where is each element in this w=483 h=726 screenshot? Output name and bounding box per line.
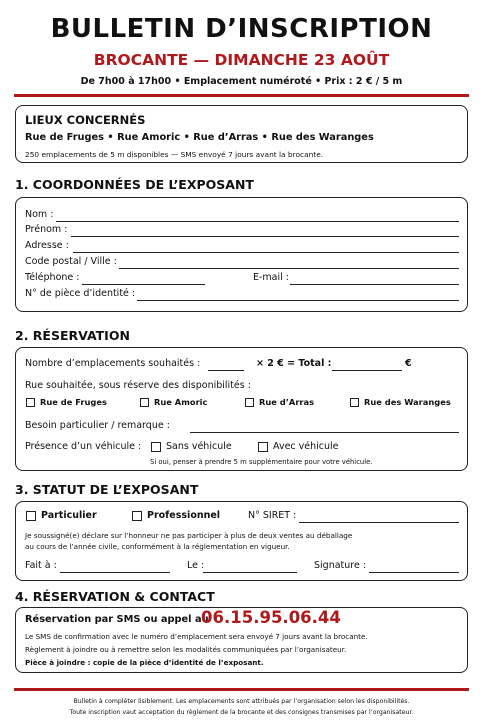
declaration-line1: Je soussigné(e) déclare sur l’honneur ne pas participer à plus de deux ventes au déballage [25,531,353,540]
page-subtitle: BROCANTE — DIMANCHE 23 AOÛT [93,51,390,69]
lieux-streets: Rue de Fruges • Rue Amoric • Rue d’Arras • Rue des Waranges [25,132,374,143]
footer-divider [14,688,469,691]
besoin-field[interactable] [190,432,459,433]
section3-box [15,501,468,581]
total-label: × 2 € = Total : [256,358,332,369]
nom-label: Nom : [25,209,54,220]
nom-field[interactable] [56,221,459,222]
rue-souhaitee-label: Rue souhaitée, sous réserve des disponibilités : [25,380,251,391]
telephone-label: Téléphone : [25,272,80,283]
adresse-label: Adresse : [25,240,69,251]
particulier-label: Particulier [41,510,97,521]
le-label: Le : [187,560,205,571]
nb-emplacements-label: Nombre d’emplacements souhaités : [25,358,201,369]
section2-title: 2. RÉSERVATION [15,328,130,343]
contact-line3: Pièce à joindre : copie de la pièce d’identité de l’exposant. [25,658,264,667]
vehicule-label: Présence d’un véhicule : [25,441,142,452]
piece-label: N° de pièce d’identité : [25,288,136,299]
cp-ville-field[interactable] [119,268,459,269]
siret-label: N° SIRET : [248,510,297,521]
rue-amoric-label: Rue Amoric [154,397,208,407]
email-label: E-mail : [253,272,290,283]
sans-vehicule-label: Sans véhicule [166,441,232,452]
fait-a-field[interactable] [60,572,170,573]
le-field[interactable] [203,572,297,573]
nb-emplacements-field[interactable] [208,370,244,371]
lieux-box [15,105,468,163]
sms-label: Réservation par SMS ou appel au [25,614,209,625]
phone-number[interactable]: 06.15.95.06.44 [201,608,341,627]
section1-title: 1. COORDONNÉES DE L’EXPOSANT [15,177,254,192]
rue-arras-label: Rue d’Arras [259,397,315,407]
footer-line2: Toute inscription vaut acceptation du règlement de la brocante et des consignes transmises par l’organisateur. [69,709,414,716]
rue-fruges-label: Rue de Fruges [40,397,107,407]
contact-line1: Le SMS de confirmation avec le numéro d’emplacement sera envoyé 7 jours avant la brocante. [25,632,368,641]
section2-box [15,347,468,471]
besoin-label: Besoin particulier / remarque : [25,420,170,431]
signature-field[interactable] [369,572,459,573]
lieux-title: LIEUX CONCERNÉS [25,113,146,127]
rue-waranges-label: Rue des Waranges [364,397,451,407]
avec-vehicule-label: Avec véhicule [273,441,339,452]
contact-line2: Règlement à joindre ou à remettre selon les modalités communiquées par l’organisateur. [25,645,347,654]
rue-waranges-checkbox[interactable] [350,398,359,407]
fait-a-label: Fait à : [25,560,57,571]
section3-title: 3. STATUT DE L’EXPOSANT [15,482,199,497]
telephone-field[interactable] [82,284,205,285]
section1-box [15,197,468,312]
rue-fruges-checkbox[interactable] [26,398,35,407]
vehicule-note: Si oui, penser à prendre 5 m supplémentaire pour votre véhicule. [150,458,373,466]
avec-vehicule-checkbox[interactable] [258,442,268,452]
header-divider [14,94,469,97]
lieux-note: 250 emplacements de 5 m disponibles — SMS envoyé 7 jours avant la brocante. [25,150,324,159]
page-title: BULLETIN D’INSCRIPTION [50,14,433,44]
professionnel-label: Professionnel [147,510,221,521]
piece-field[interactable] [137,300,459,301]
event-info: De 7h00 à 17h00 • Emplacement numéroté • Prix : 2 € / 5 m [80,76,403,87]
section4-box [15,607,468,673]
section4-title: 4. RÉSERVATION & CONTACT [15,589,215,604]
adresse-field[interactable] [73,252,459,253]
particulier-checkbox[interactable] [26,511,36,521]
rue-amoric-checkbox[interactable] [140,398,149,407]
professionnel-checkbox[interactable] [132,511,142,521]
footer-line1: Bulletin à compléter lisiblement. Les emplacements sont attribués par l’organisation selon les disponibilités. [73,698,410,705]
siret-field[interactable] [299,522,459,523]
euro-sign: € [405,358,412,369]
email-field[interactable] [290,284,459,285]
declaration-line2: au cours de l’année civile, conformément à la réglementation en vigueur. [25,542,290,551]
prenom-field[interactable] [71,236,459,237]
total-field[interactable] [332,370,402,371]
cp-ville-label: Code postal / Ville : [25,256,117,267]
rue-arras-checkbox[interactable] [245,398,254,407]
prenom-label: Prénom : [25,224,68,235]
signature-label: Signature : [314,560,367,571]
sans-vehicule-checkbox[interactable] [151,442,161,452]
